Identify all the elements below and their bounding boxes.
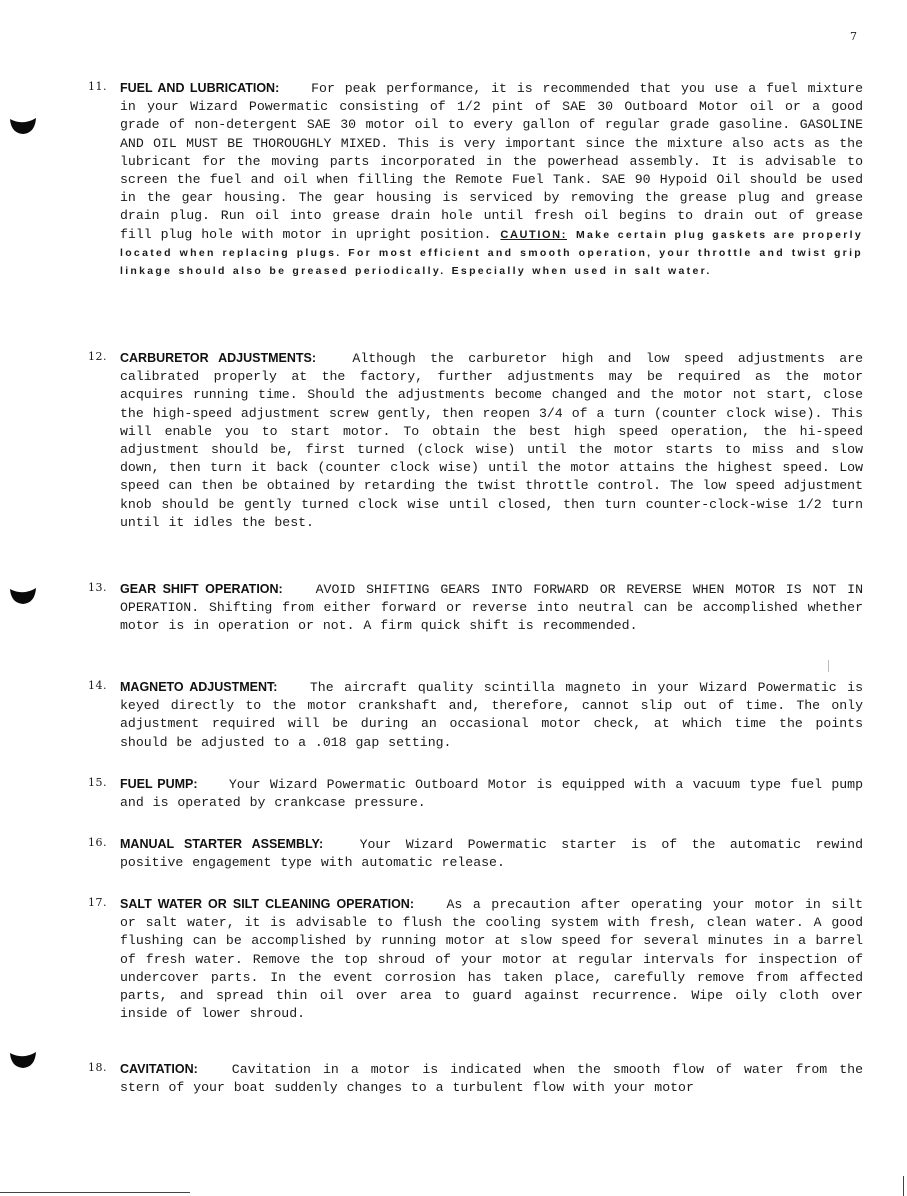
bottom-edge-rule (0, 1192, 190, 1193)
section-heading: FUEL PUMP: (120, 777, 198, 791)
section-text: As a precaution after operating your motor in silt or salt water, it is advisable to flush the cooling system with fresh, clean water. A good flushing can be accomplished by running motor at slow speed for several minutes in a barrel of fresh water. Remove the top shroud of your motor at regular intervals for inspection of undercover parts. In the event corrosion has taken place, carefully remove from affected parts, and spread thin oil over area to guard against recurrence. Wipe oily cloth over inside of lower shroud. (120, 897, 863, 1022)
section-number: 11. (88, 80, 107, 93)
section-heading: SALT WATER OR SILT CLEANING OPERATION: (120, 897, 414, 911)
right-edge-rule (903, 1176, 904, 1196)
section-body (120, 775, 863, 812)
section-body (120, 1060, 863, 1097)
section-heading: GEAR SHIFT OPERATION: (120, 582, 283, 596)
caution-text: Make certain plug gaskets are properly located when replacing plugs. For most efficient and smooth operation, your throttle and twist grip linkage should also be greased periodically. Especially when used in salt water. (120, 228, 863, 278)
section-text: Although the carburetor high and low speed adjustments are calibrated properly at the factory, further adjustments may be required as the motor acquires running time. Should the adjustments become changed and the motor not start, close the high-speed adjustment screw gently, then reopen 3/4 of a turn (counter clock wise). This will enable you to start motor. To obtain the best high speed operation, the hi-speed adjustment should be, first turned (clock wise) until the motor starts to miss and slow down, then turn it back (counter clock wise) until the motor attains the highest speed. Low speed can then be obtained by retarding the twist throttle control. The low speed adjustment knob should be gently turned clock wise until closed, then turn counter-clock-wise 1/2 turn until it idles the best. (120, 351, 864, 530)
binder-hole-mark (8, 1050, 38, 1070)
section-body (120, 835, 863, 872)
section-number: 13. (88, 581, 107, 594)
section-text: The aircraft quality scintilla magneto in your Wizard Powermatic is keyed directly to the motor crankshaft and, therefore, cannot slip out of time. The only adjustment required will be during an occasional motor check, at which time the points should be adjusted to a .018 gap setting. (120, 680, 863, 750)
section-heading: MAGNETO ADJUSTMENT: (120, 680, 278, 694)
page-number: 7 (850, 30, 857, 43)
section-manual-starter-assembly (88, 835, 863, 872)
section-gear-shift-operation (88, 580, 863, 636)
section-fuel-and-lubrication (88, 79, 863, 280)
section-magneto-adjustment (88, 678, 863, 752)
section-text: For peak performance, it is recommended that you use a fuel mixture in your Wizard Powermatic consisting of 1/2 pint of SAE 30 Outboard Motor oil or a good grade of non-detergent SAE 30 motor oil to every gallon of regular grade gasoline. GASOLINE AND OIL MUST BE THOROUGHLY MIXED. This is very important since the mixture also acts as the lubricant for the moving parts incorporated in the powerhead assembly. It is advisable to screen the fuel and oil when filling the Remote Fuel Tank. SAE 90 Hypoid Oil should be used in the gear housing. The gear housing is serviced by removing the grease plug and grease drain plug. Run oil into grease drain hole until fresh oil begins to drain out of grease fill plug hole with motor in upright position. (120, 81, 863, 242)
section-heading: CARBURETOR ADJUSTMENTS: (120, 351, 317, 365)
section-number: 12. (88, 350, 107, 363)
section-number: 15. (88, 776, 107, 789)
section-cavitation (88, 1060, 863, 1097)
margin-mark (828, 660, 829, 672)
section-text: Your Wizard Powermatic Outboard Motor is equipped with a vacuum type fuel pump and is operated by crankcase pressure. (120, 777, 863, 811)
section-number: 17. (88, 896, 107, 909)
section-text: AVOID SHIFTING GEARS INTO FORWARD OR REVERSE WHEN MOTOR IS NOT IN OPERATION. Shifting from either forward or reverse into neutral can be accomplished whether motor is in operation or not. A firm quick shift is recommended. (120, 582, 863, 634)
binder-hole-mark (8, 116, 38, 136)
section-salt-water-cleaning (88, 895, 863, 1023)
section-text: Your Wizard Powermatic starter is of the automatic rewind positive engagement type with automatic release. (120, 837, 863, 871)
caution-label: CAUTION: (500, 228, 567, 241)
section-body (120, 349, 863, 532)
section-carburetor-adjustments (88, 349, 863, 532)
section-body (120, 895, 863, 1023)
section-heading: FUEL AND LUBRICATION: (120, 81, 280, 95)
section-heading: CAVITATION: (120, 1062, 198, 1076)
section-number: 14. (88, 679, 107, 692)
section-body (120, 678, 863, 752)
section-fuel-pump (88, 775, 863, 812)
section-body (120, 580, 863, 636)
binder-hole-mark (8, 586, 38, 606)
section-heading: MANUAL STARTER ASSEMBLY: (120, 837, 324, 851)
section-body (120, 79, 863, 280)
section-text: Cavitation in a motor is indicated when the smooth flow of water from the stern of your boat suddenly changes to a turbulent flow with your motor (120, 1062, 863, 1096)
section-number: 16. (88, 836, 107, 849)
section-number: 18. (88, 1061, 107, 1074)
